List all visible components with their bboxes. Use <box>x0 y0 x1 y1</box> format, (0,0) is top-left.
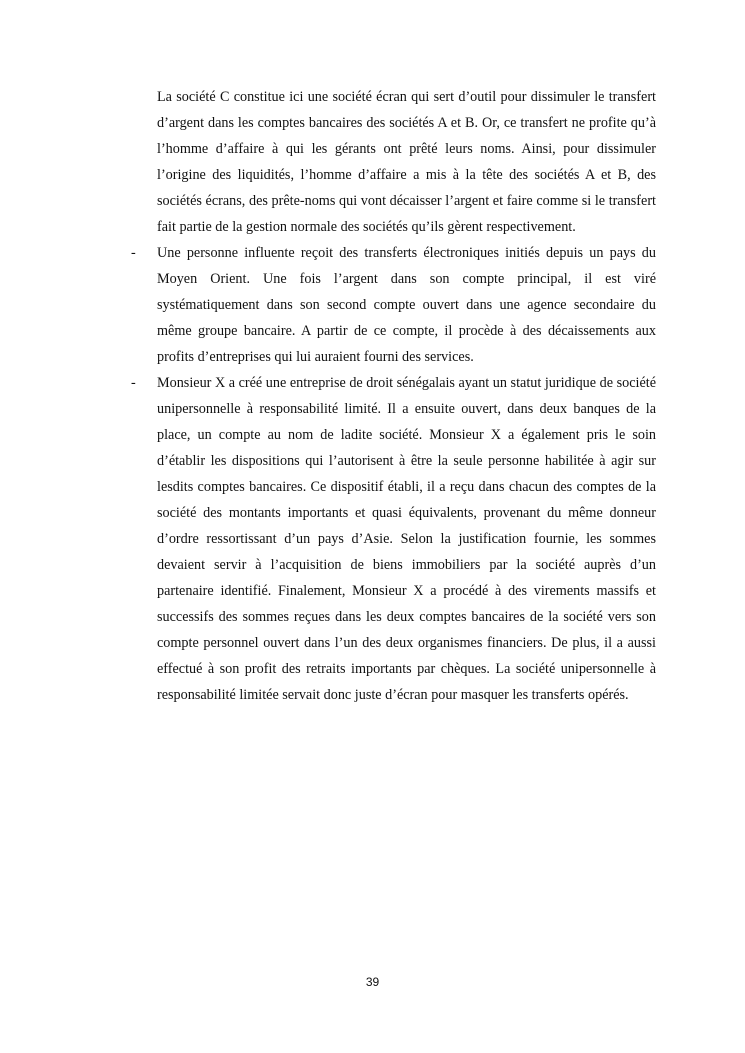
page-body <box>0 84 745 708</box>
intro-paragraph: La société C constitue ici une société écran qui sert d’outil pour dissimuler le transfert d’argent dans les comptes bancaires des sociétés A et B. Or, ce transfert ne profite qu’à l’homme d’affaire à qui les gérants ont prêté leurs noms. Ainsi, pour dissimuler l’origine des liquidités, l’homme d’affaire a mis à la tête des sociétés A et B, des sociétés écrans, des prête-noms qui vont décaisser l’argent et faire comme si le transfert fait partie de la gestion normale des sociétés qu’ils gèrent respectivement. <box>157 89 656 235</box>
bullet-text: Une personne influente reçoit des transferts électroniques initiés depuis un pays du Moyen Orient. Une fois l’argent dans son compte principal, il est viré systématiquement dans son second compte ouvert dans une agence secondaire du même groupe bancaire. A partir de ce compte, il procède à des décaissements aux profits d’entreprises qui lui auraient fourni des services. <box>157 245 656 365</box>
bullet-marker: - <box>131 245 136 261</box>
page-number: 39 <box>365 975 380 989</box>
bullet-item-influential-person <box>131 240 656 370</box>
bullet-text: Monsieur X a créé une entreprise de droit sénégalais ayant un statut juridique de société unipersonnelle à responsabilité limité. Il a ensuite ouvert, dans deux banques de la place, un compte au nom de ladite société. Monsieur X a également pris le soin d’établir les dispositions qui l’autorisent à être la seule personne habilitée à agir sur lesdits comptes bancaires. Ce dispositif établi, il a reçu dans chacun des comptes de la société des montants importants et quasi équivalents, provenant du même donneur d’ordre ressortissant d’un pays d’Asie. Selon la justification fournie, les sommes devaient servir à l’acquisition de biens immobiliers par la société auprès d’un partenaire identifié. Finalement, Monsieur X a procédé à des virements massifs et successifs des sommes reçues dans les deux comptes bancaires de la société vers son compte personnel ouvert dans l’un des deux organismes financiers. De plus, il a aussi effectué à son profit des retraits importants par chèques. La société unipersonnelle à responsabilité limitée servait donc juste d’écran pour masquer les transferts opérés. <box>157 375 656 703</box>
bullet-marker: - <box>131 375 136 391</box>
bullet-item-monsieur-x <box>131 370 656 708</box>
